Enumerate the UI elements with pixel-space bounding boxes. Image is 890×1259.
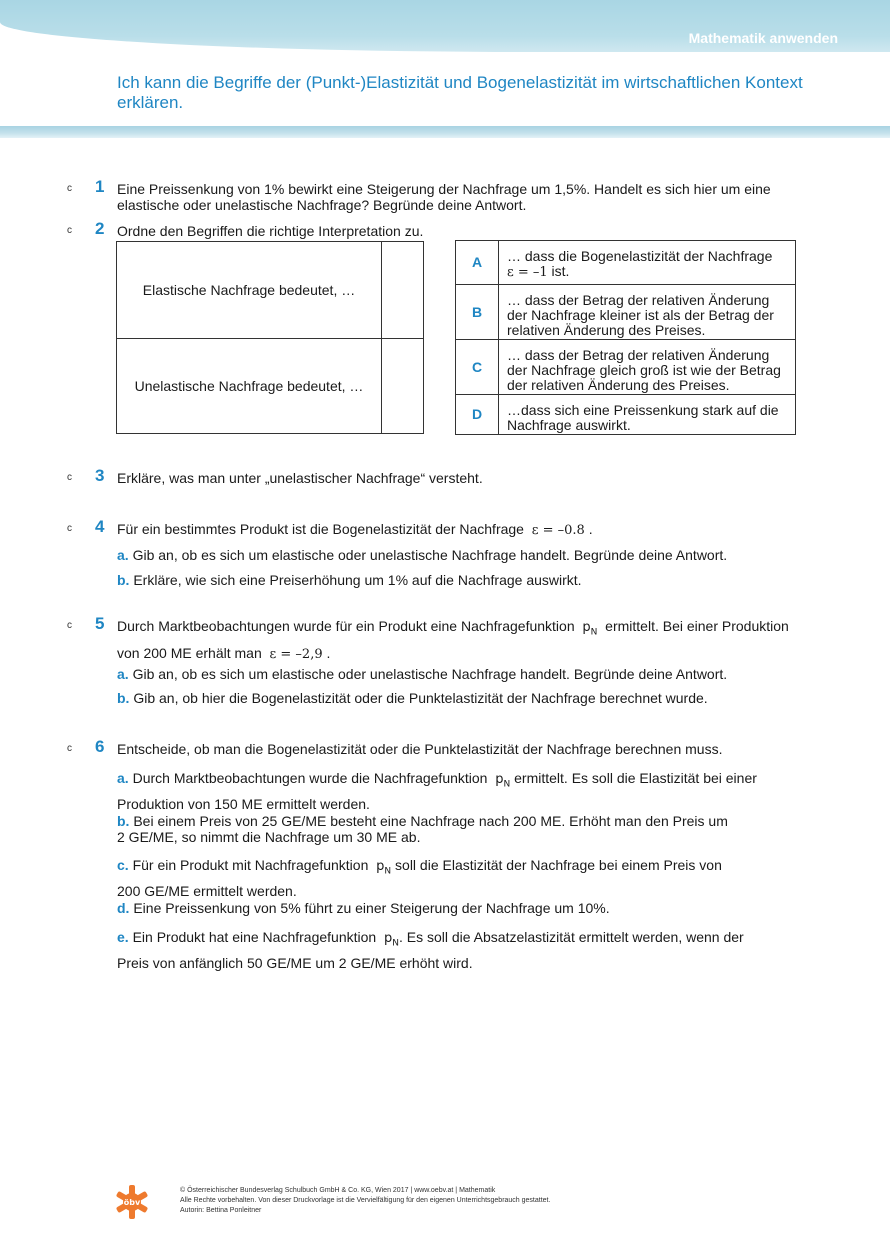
task-level: c (67, 523, 72, 534)
option-key: D (456, 395, 499, 435)
epsilon-formula: ε = –1 (507, 265, 548, 280)
learning-goal: Ich kann die Begriffe der (Punkt-)Elastizität und Bogenelastizität im wirtschaftlichen Kontext erklären. (117, 73, 803, 112)
demand-function-symbol: $p_N$ (376, 859, 392, 877)
demand-function-symbol: $p_N$ (495, 772, 511, 790)
epsilon-formula: ε = –2,9 (269, 646, 323, 662)
subtask-5b: b. Gib an, ob hier die Bogenelastizität oder die Punktelastizität der Nachfrage berechnet wurde. (117, 690, 708, 706)
option-text: …dass sich eine Preissenkung stark auf die Nachfrage auswirkt. (499, 395, 796, 435)
subtask-6a: a. Durch Marktbeobachtungen wurde die Nachfragefunktion $p_N$ ermittelt. Es soll die Elastizität bei einer Produktion von 150 ME ermittelt werden. (117, 770, 757, 812)
task-number: 3 (95, 466, 105, 485)
option-key: C (456, 340, 499, 395)
option-key: A (456, 241, 499, 285)
matching-terms-table (116, 241, 424, 434)
answer-field[interactable] (382, 339, 424, 434)
task-level: c (67, 472, 72, 483)
matching-interpretations-table (455, 240, 796, 435)
subtask-6c: c. Für ein Produkt mit Nachfragefunktion $p_N$ soll die Elastizität der Nachfrage bei einem Preis von 200 GE/ME ermittelt werden. (117, 857, 722, 899)
task-number: 2 (95, 219, 105, 238)
task-level: c (67, 620, 72, 631)
term-inelastic: Unelastische Nachfrage bedeutet, … (117, 339, 382, 434)
option-text: … dass der Betrag der relativen Änderung der Nachfrage kleiner ist als der Betrag der relativen Änderung des Preises. (499, 285, 796, 340)
subtask-6b: b. Bei einem Preis von 25 GE/ME besteht eine Nachfrage nach 200 ME. Erhöht man den Preis um 2 GE/ME, so nimmt die Nachfrage um 30 ME ab. (117, 813, 728, 845)
divider-band (0, 126, 890, 138)
series-title: Mathematik anwenden (688, 30, 838, 46)
task-level: c (67, 183, 72, 194)
option-text: … dass der Betrag der relativen Änderung der Nachfrage gleich groß ist wie der Betrag der relativen Änderung des Preises. (499, 340, 796, 395)
footer-copyright: © Österreichischer Bundesverlag Schulbuch GmbH & Co. KG, Wien 2017 | www.oebv.at | Mathematik Alle Rechte vorbehalten. Von dieser Druckvorlage ist die Vervielfältigung für den eigenen Unterrichtsgebrauch gestattet. Autorin: Bettina Ponleitner (180, 1187, 551, 1214)
header-band (0, 0, 890, 52)
term-elastic: Elastische Nachfrage bedeutet, … (117, 242, 382, 339)
task-text: Entscheide, ob man die Bogenelastizität oder die Punktelastizität der Nachfrage berechnen muss. (117, 741, 723, 757)
subtask-6e: e. Ein Produkt hat eine Nachfragefunktion $p_N$. Es soll die Absatzelastizität ermittelt werden, wenn der Preis von anfänglich 50 GE/ME um 2 GE/ME erhöht wird. (117, 929, 744, 971)
subtask-5a: a. Gib an, ob es sich um elastische oder unelastische Nachfrage handelt. Begründe deine Antwort. (117, 666, 728, 682)
option-key: B (456, 285, 499, 340)
task-text: Eine Preissenkung von 1% bewirkt eine Steigerung der Nachfrage um 1,5%. Handelt es sich hier um eine elastische oder unelastische Nachfrage? Begründe deine Antwort. (117, 181, 771, 213)
task-level: c (67, 225, 72, 236)
task-number: 5 (95, 614, 105, 633)
task-text: Für ein bestimmtes Produkt ist die Bogenelastizität der Nachfrage ε = –0.8 . (117, 521, 593, 538)
task-level: c (67, 743, 72, 754)
demand-function-symbol: $p_N$ (383, 931, 399, 949)
task-number: 1 (95, 177, 105, 196)
logo-text: öbv (123, 1198, 141, 1207)
task-number: 4 (95, 517, 105, 536)
demand-function-symbol: $p_N$ (582, 620, 598, 638)
task-text: Durch Marktbeobachtungen wurde für ein Produkt eine Nachfragefunktion $p_N$ ermittelt. Bei einer Produktion von 200 ME erhält man ε = –2,9 . (117, 618, 789, 662)
task-number: 6 (95, 737, 105, 756)
epsilon-formula: ε = –0.8 (531, 523, 585, 538)
subtask-4b: b. Erkläre, wie sich eine Preiserhöhung um 1% auf die Nachfrage auswirkt. (117, 572, 582, 588)
subtask-6d: d. Eine Preissenkung von 5% führt zu einer Steigerung der Nachfrage um 10%. (117, 900, 610, 916)
subtask-4a: a. Gib an, ob es sich um elastische oder unelastische Nachfrage handelt. Begründe deine Antwort. (117, 547, 728, 563)
task-text: Ordne den Begriffen die richtige Interpretation zu. (117, 223, 424, 239)
task-text: Erkläre, was man unter „unelastischer Nachfrage“ versteht. (117, 470, 483, 486)
option-text: … dass die Bogenelastizität der Nachfrage ε = –1 ist. (499, 241, 796, 285)
oebv-logo-icon (114, 1184, 150, 1220)
answer-field[interactable] (382, 242, 424, 339)
